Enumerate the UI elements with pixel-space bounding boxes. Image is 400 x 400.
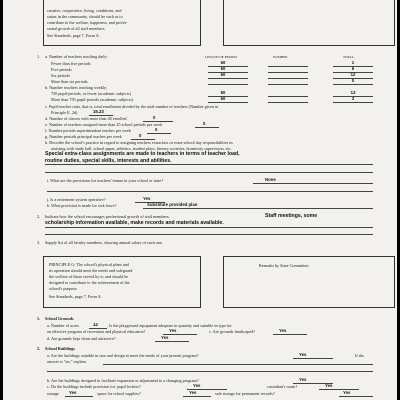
principle-g-line: PRINCIPLE G: The school's physical plant and	[49, 262, 129, 267]
grounds-a-rest: . Is the playground equipment adequate in quantity and suitable in type for	[107, 323, 232, 328]
principle-f-line: sional growth of all staff members.	[47, 26, 106, 31]
records-label: safe storage for permanent records?	[215, 391, 275, 396]
principle-f-line: contribute to the welfare, happiness, and profes-	[47, 20, 128, 25]
row-total-value: 0	[351, 78, 355, 83]
section1-e-text: e. Number of teachers assigned more than 25 school periods per week	[45, 122, 163, 127]
supplies-answer: Yes	[189, 390, 197, 395]
section1-h-text2: assisting with study hall, school paper, athletics, student plays, literary societies, dormitory supervision, etc.	[51, 146, 232, 151]
row-total-value: 12	[350, 72, 356, 77]
remarks-box-top	[223, 0, 395, 46]
h-answer-line1: Special extra-class assignments are made to teachers in terms of teacher load,	[45, 151, 240, 157]
section2-answer1: Staff meetings, some	[265, 213, 318, 219]
section1-d-text: d. Number of classes with more than 40 enrolled	[45, 116, 127, 121]
storage-label: storage	[47, 391, 60, 396]
row-label: More than 750 pupil-periods (academic subjects)	[51, 97, 134, 102]
buildings-a-line2: answer is "no," explain	[47, 359, 86, 364]
section1-i-text: i. What are the provisions for teachers' tenure in your school or state?	[47, 178, 164, 183]
records-answer: Yes	[343, 390, 351, 395]
row-label: Six periods	[51, 73, 70, 78]
section1-k-text: k. What provision is made for sick leave?	[47, 203, 117, 208]
row-label: Five periods	[51, 67, 72, 72]
grounds-c-text: c. Are grounds landscaped?	[209, 329, 256, 334]
remarks-label: Remarks by State Committee:	[259, 263, 310, 268]
buildings-b-text: b. Are the buildings designed to facilitate expansion or adjustment to a changing program?	[47, 378, 199, 383]
acres-value: 14	[93, 322, 98, 327]
section1-c-text2: Principle E, 2d)	[51, 110, 78, 115]
section1-number: 1.	[37, 54, 41, 59]
col-total-header: TOTAL	[343, 55, 354, 59]
row-label: Fewer than five periods	[51, 61, 91, 66]
lockers-answer: Yes	[193, 383, 201, 388]
buildings-b-answer: Yes	[299, 377, 307, 382]
principle-g-line: school's purpose.	[49, 286, 78, 291]
row-length-value: 60	[220, 96, 226, 101]
document-page	[3, 0, 397, 400]
section1-c-text: c. Pupil-teacher ratio, that is, total enrollment divided by the total number of teachers (Number given in	[45, 104, 219, 109]
section1-b-label: b. Number teachers teaching weekly:	[45, 85, 108, 90]
k-answer: Substitute provided plan	[147, 202, 198, 207]
buildings-a-text: a. Are the buildings suitable in size and design to meet the needs of your present program?	[47, 353, 199, 358]
landscaped-answer: Yes	[279, 328, 287, 333]
section1-a-label: a. Number of teachers teaching daily:	[45, 54, 108, 59]
e-value: 0	[203, 121, 206, 126]
section3-number: 3.	[37, 240, 41, 245]
h-answer-line2: routine duties, special skills, interests and abilities.	[45, 158, 172, 164]
grounds-a-line2: an effective program of recreation and physical education?	[47, 329, 146, 334]
supplies-label: space for school supplies?	[97, 391, 141, 396]
grounds-heading: School Grounds	[45, 316, 74, 321]
col-length-header: LENGTH OF PERIOD	[205, 55, 237, 59]
principle-f-see: See Standards, page 7, Form A.	[47, 33, 100, 38]
row-total-value: 13	[350, 90, 356, 95]
custodian-label: custodian's room?	[267, 384, 298, 389]
section1-f-text: f. Number periods superintendent teaches per week	[45, 128, 131, 133]
row-label: 750 pupil-periods, or fewer (academic subjects)	[51, 91, 131, 96]
custodian-answer: Yes	[325, 383, 333, 388]
g-value: 0	[139, 133, 142, 138]
row-total-value: 6	[351, 66, 355, 71]
principle-g-see: See Standards, page 7, Form A.	[49, 294, 102, 299]
grounds-number: 1.	[37, 316, 41, 321]
section2-number: 2.	[37, 214, 41, 219]
buildings-heading: School Buildings	[45, 346, 75, 351]
j-answer: Yes	[143, 196, 151, 201]
storage-answer: Yes	[69, 390, 77, 395]
buildings-number: 2.	[37, 346, 41, 351]
section1-g-text: g. Number periods principal teaches per week	[45, 134, 122, 139]
principle-g-line: designed to contribute to the achievement of the	[49, 280, 130, 285]
principle-f-line: creative, cooperative, living, conditions, and	[47, 8, 122, 13]
d-value: 0	[153, 115, 156, 120]
buildings-a-answer: Yes	[299, 352, 307, 357]
row-length-value: 60	[220, 66, 226, 71]
f-value: 0	[155, 127, 158, 132]
section2-answer2: scholarship information available, make records and materials available.	[45, 220, 224, 226]
playground-answer: Yes	[169, 328, 177, 333]
section1-h-text: h. Describe the school's practice in regard to assigning teachers extraclass or extra-school day responsibilities as	[45, 140, 233, 145]
buildings-a-tail: If the	[355, 353, 364, 358]
principle-g-line: its operation should meet the needs and safeguard	[49, 268, 133, 273]
row-length-value: 60	[220, 60, 226, 65]
grounds-a-prefix: a. Number of acres	[47, 323, 79, 328]
principle-g-line: the welfare of those served by it; and should be	[49, 274, 129, 279]
row-total-value: 1	[351, 60, 355, 65]
section3-text: Supply list of all faculty members, showing annual salary of each one.	[45, 240, 163, 245]
clean-answer: Yes	[161, 335, 169, 340]
row-total-value: 3	[351, 96, 355, 101]
ratio-value: 15.23	[93, 109, 104, 114]
row-length-value: 60	[220, 72, 226, 77]
section2-text: Indicate how the school encourages professional growth of staff members:	[45, 214, 170, 219]
section1-j-text: j. Is a retirement system operative?	[47, 197, 106, 202]
i-answer: None	[265, 177, 276, 182]
principle-f-line: status in the community, should be such as to	[47, 14, 123, 19]
grounds-d-text: d. Are grounds kept clean and attractive?	[47, 336, 116, 341]
row-length-value: 60	[220, 90, 226, 95]
col-number-header: NUMBER	[273, 55, 288, 59]
row-label: More than six periods	[51, 79, 88, 84]
buildings-c-text: c. Do the buildings include provision for: pupil lockers?	[47, 384, 141, 389]
